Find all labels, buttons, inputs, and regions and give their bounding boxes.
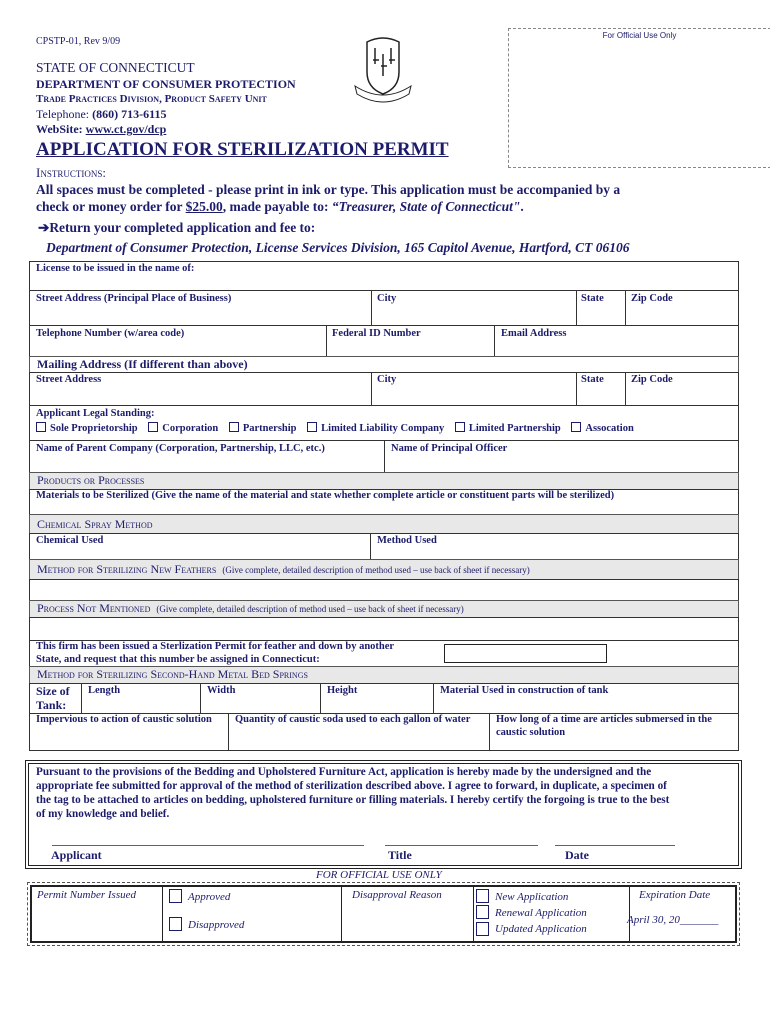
firm-line-2: State, and request that this number be assigned in Connecticut:	[36, 654, 320, 665]
form-id: CPSTP-01, Rev 9/09	[36, 36, 121, 47]
option-label: Limited Partnership	[468, 423, 561, 434]
renewal-application-label: Renewal Application	[495, 907, 587, 919]
department-name: DEPARTMENT OF CONSUMER PROTECTION	[36, 77, 296, 91]
applicant-signature-line[interactable]	[52, 845, 364, 846]
website-label: WebSite:	[36, 122, 83, 136]
quantity-label: Quantity of caustic soda used to each gallon of water	[235, 714, 471, 725]
declaration-line: Pursuant to the provisions of the Bedding and Upholstered Furniture Act, application is hereby made by the undersigned and the	[36, 766, 652, 778]
title-label: Title	[388, 848, 412, 862]
fee-text: check or money order for	[36, 199, 186, 214]
date-label: Date	[565, 848, 589, 862]
division-name: Trade Practices Division, Product Safety Unit	[36, 93, 267, 105]
springs-header: Method for Sterilizing Second-Hand Metal Bed Springs	[29, 666, 739, 684]
impervious-label: Impervious to action of caustic solution	[36, 714, 212, 725]
process-field[interactable]	[29, 617, 739, 641]
new-application-checkbox[interactable]	[476, 889, 489, 903]
arrow-right-icon: ➔	[38, 220, 50, 235]
mailing-street-label: Street Address	[36, 374, 102, 385]
telephone-value: (860) 713-6115	[92, 107, 167, 121]
chemical-header: Chemical Spray Method	[29, 514, 739, 534]
instructions-line-2	[36, 199, 524, 214]
expiration-date-value: April 30, 20_______	[627, 914, 719, 926]
method-used-label: Method Used	[377, 535, 437, 546]
applicant-label: Applicant	[51, 848, 102, 862]
checkbox-corporation[interactable]	[140, 423, 218, 434]
updated-application-checkbox[interactable]	[476, 922, 489, 936]
mailing-state-label: State	[581, 374, 604, 385]
feathers-header	[29, 559, 739, 580]
material-tank-label: Material Used in construction of tank	[440, 685, 609, 696]
declaration-text	[36, 765, 669, 821]
height-label: Height	[327, 685, 358, 696]
disapproval-reason-label: Disapproval Reason	[352, 889, 442, 901]
zip-label: Zip Code	[631, 293, 673, 304]
new-application-label: New Application	[495, 891, 569, 903]
size-of-label: Size of	[36, 684, 70, 698]
declaration-line: appropriate fee submitted for approval of the method of sterilization described above. I agree to forward, in duplicate, a specimen of	[36, 780, 667, 792]
width-label: Width	[207, 685, 236, 696]
page-title: APPLICATION FOR STERILIZATION PERMIT	[36, 139, 449, 160]
updated-application-label: Updated Application	[495, 923, 587, 935]
feathers-field[interactable]	[29, 579, 739, 601]
checkbox-sole-proprietorship[interactable]	[28, 423, 138, 434]
declaration-line: of my knowledge and belief.	[36, 808, 170, 820]
products-header: Products or Processes	[29, 472, 739, 490]
instructions-line-1: All spaces must be completed - please print in ink or type. This application must be accompanied by a	[36, 182, 621, 197]
city-field[interactable]	[371, 290, 577, 326]
option-label: Partnership	[242, 423, 297, 434]
official-use-box	[508, 28, 770, 168]
process-header	[29, 600, 739, 618]
period: .	[520, 199, 524, 214]
legal-standing-options	[28, 422, 634, 435]
instructions-heading: Instructions:	[36, 165, 106, 180]
option-label: Sole Proprietorship	[50, 423, 138, 434]
parent-company-label: Name of Parent Company (Corporation, Partnership, LLC, etc.)	[36, 443, 325, 454]
chemical-used-label: Chemical Used	[36, 535, 104, 546]
mailing-city-label: City	[377, 374, 397, 385]
email-label: Email Address	[501, 328, 567, 339]
checkbox-llc[interactable]	[299, 423, 444, 434]
mailing-zip-label: Zip Code	[631, 374, 673, 385]
permit-number-input[interactable]	[444, 644, 607, 663]
approved-label: Approved	[188, 891, 231, 903]
declaration-line: the tag to be attached to articles on bedding, upholstered furniture or filling materials. I hereby certify the forgoing is true to the best	[36, 794, 670, 806]
how-long-label-1: How long of a time are articles submersed in the	[496, 714, 712, 725]
principal-officer-label: Name of Principal Officer	[391, 443, 508, 454]
fee-amount: $25.00	[185, 199, 223, 214]
option-label: Assocation	[585, 423, 634, 434]
return-text: Return your completed application and fee to:	[49, 220, 316, 235]
city-label: City	[377, 293, 397, 304]
street-label: Street Address (Principal Place of Business)	[36, 293, 232, 304]
website-line	[36, 122, 166, 136]
title-signature-line[interactable]	[385, 845, 538, 846]
state-name: STATE OF CONNECTICUT	[36, 60, 195, 75]
state-label: State	[581, 293, 604, 304]
tank-label: Tank:	[36, 698, 67, 712]
option-label: Limited Liability Company	[321, 423, 445, 434]
official-use-label: For Official Use Only	[602, 31, 677, 40]
return-line	[38, 220, 315, 235]
date-signature-line[interactable]	[555, 845, 675, 846]
telephone-number-label: Telephone Number (w/area code)	[36, 328, 185, 339]
checkbox-partnership[interactable]	[221, 423, 297, 434]
process-note: (Give complete, detailed description of method used – use back of sheet if necessary)	[156, 604, 464, 614]
checkbox-limited-partnership[interactable]	[447, 423, 561, 434]
mailing-city-field[interactable]	[371, 372, 577, 406]
checkbox-association[interactable]	[563, 423, 633, 434]
renewal-application-checkbox[interactable]	[476, 905, 489, 919]
permit-number-label: Permit Number Issued	[37, 889, 136, 901]
mailing-header: Mailing Address (If different than above)	[29, 356, 739, 373]
payee: “Treasurer, State of Connecticut"	[331, 199, 521, 214]
materials-label: Materials to be Sterilized (Give the name of the material and state whether complete article or constituent parts will be sterilized)	[36, 490, 615, 501]
disapproved-label: Disapproved	[188, 919, 245, 931]
telephone-label: Telephone:	[36, 107, 90, 121]
website-link[interactable]: www.ct.gov/dcp	[85, 122, 167, 136]
license-name-label: License to be issued in the name of:	[36, 263, 195, 274]
approved-checkbox[interactable]	[169, 889, 182, 903]
feathers-note: (Give complete, detailed description of method used – use back of sheet if necessary)	[222, 565, 530, 575]
legal-standing-label: Applicant Legal Standing:	[36, 408, 155, 419]
official-use-heading: FOR OFFICIAL USE ONLY	[316, 869, 442, 881]
how-long-label-2: caustic solution	[496, 727, 566, 738]
disapproved-checkbox[interactable]	[169, 917, 182, 931]
firm-line-1: This firm has been issued a Sterlization Permit for feather and down by another	[36, 641, 395, 652]
expiration-date-label: Expiration Date	[639, 889, 711, 901]
federal-id-label: Federal ID Number	[332, 328, 421, 339]
length-label: Length	[88, 685, 121, 696]
return-address: Department of Consumer Protection, License Services Division, 165 Capitol Avenue, Hartford, CT 06106	[46, 240, 630, 255]
telephone-line	[36, 107, 166, 121]
state-seal	[353, 34, 413, 106]
process-title: Process Not Mentioned	[37, 601, 151, 615]
payee-label: , made payable to:	[222, 199, 332, 214]
option-label: Corporation	[162, 423, 219, 434]
feathers-title: Method for Sterilizing New Feathers	[37, 562, 217, 576]
